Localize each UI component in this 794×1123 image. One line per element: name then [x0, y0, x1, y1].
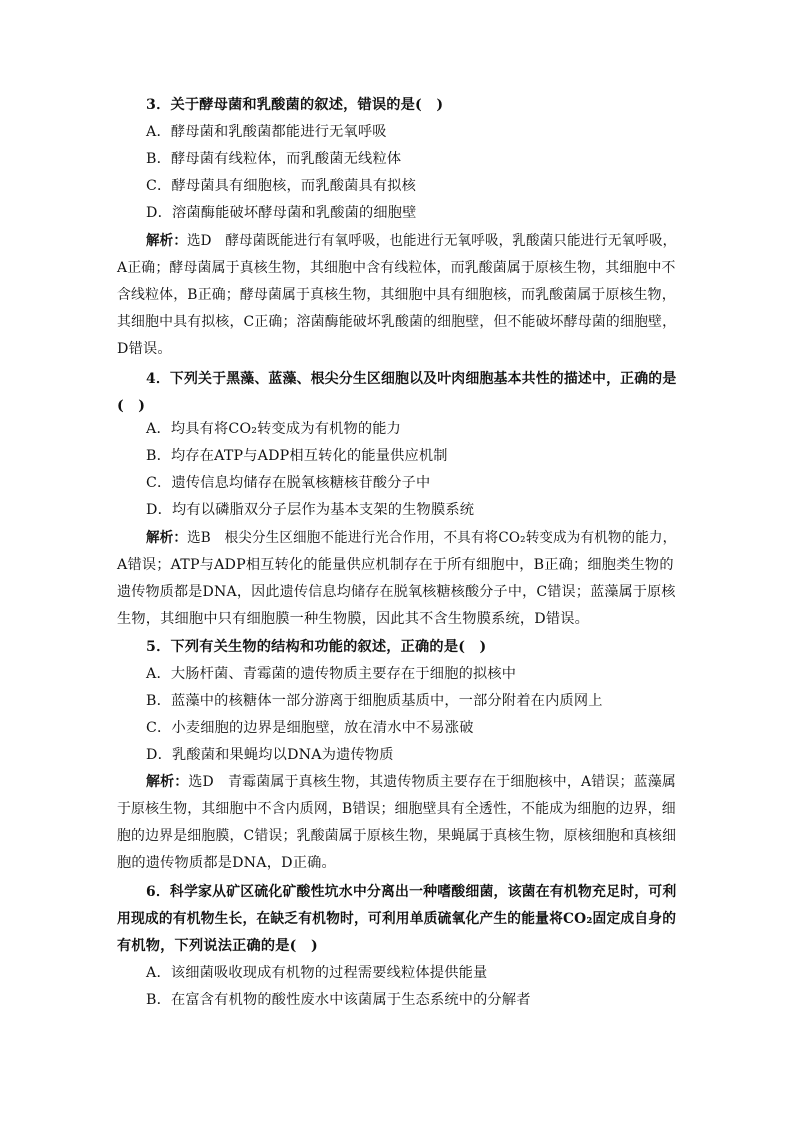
- question-4-analysis-line-1: [146, 529, 676, 547]
- question-3-option-a: A．酵母菌和乳酸菌都能进行无氧呼吸: [146, 124, 387, 140]
- question-3-analysis-line-2: A正确；酵母菌属于真核生物，其细胞中含有线粒体，而乳酸菌属于原核生物，其细胞中不: [117, 260, 676, 276]
- analysis-text: 选D 酵母菌既能进行有氧呼吸，也能进行无氧呼吸，乳酸菌只能进行无氧呼吸，: [187, 233, 677, 249]
- question-3-analysis-line-3: 含线粒体，B正确；酵母菌属于真核生物，其细胞中具有细胞核，而乳酸菌属于原核生物，: [117, 287, 676, 303]
- question-5-stem: 5．下列有关生物的结构和功能的叙述，正确的是( ): [146, 639, 487, 655]
- question-5-option-a: A．大肠杆菌、青霉菌的遗传物质主要存在于细胞的拟核中: [146, 666, 517, 682]
- question-4-option-a: A．均具有将CO₂转变成为有机物的能力: [146, 421, 402, 437]
- question-5-analysis-line-2: 于原核生物，其细胞中不含内质网，B错误；细胞壁具有全透性，不能成为细胞的边界，细: [117, 801, 676, 817]
- analysis-text: 选B 根尖分生区细胞不能进行光合作用，不具有将CO₂转变成为有机物的能力，: [187, 530, 677, 546]
- question-3-analysis-line-1: [146, 232, 676, 250]
- question-4-stem-line-1: 4．下列关于黑藻、蓝藻、根尖分生区细胞以及叶肉细胞基本共性的描述中，正确的是: [146, 371, 677, 387]
- question-4-option-c: C．遗传信息均储存在脱氧核糖核苷酸分子中: [146, 475, 431, 491]
- question-4-stem-line-2: ( ): [117, 398, 146, 414]
- analysis-text: 选D 青霉菌属于真核生物，其遗传物质主要存在于细胞核中，A错误；蓝藻属: [188, 774, 676, 790]
- question-4-option-b: B．均存在ATP与ADP相互转化的能量供应机制: [146, 448, 448, 464]
- analysis-label: 解析：: [146, 774, 189, 790]
- question-6-option-b: B．在富含有机物的酸性废水中该菌属于生态系统中的分解者: [146, 992, 531, 1008]
- question-4-analysis-line-2: A错误；ATP与ADP相互转化的能量供应机制存在于所有细胞中，B正确；细胞类生物的: [117, 557, 674, 573]
- question-4-option-d: D．均有以磷脂双分子层作为基本支架的生物膜系统: [146, 502, 475, 518]
- question-5-option-c: C．小麦细胞的边界是细胞壁，放在清水中不易涨破: [146, 720, 474, 736]
- question-3-analysis-line-5: D错误。: [117, 341, 172, 357]
- question-5-analysis-line-1: [146, 773, 676, 791]
- question-3-option-b: B．酵母菌有线粒体，而乳酸菌无线粒体: [146, 151, 402, 167]
- question-6-stem-line-1: 6．科学家从矿区硫化矿酸性坑水中分离出一种嗜酸细菌，该菌在有机物充足时，可利: [146, 884, 677, 900]
- analysis-label: 解析：: [146, 233, 188, 249]
- question-6-stem-line-3: 有机物，下列说法正确的是( ): [117, 938, 318, 954]
- question-5-option-b: B．蓝藻中的核糖体一部分游离于细胞质基质中，一部分附着在内质网上: [146, 693, 603, 709]
- question-6-option-a: A．该细菌吸收现成有机物的过程需要线粒体提供能量: [146, 965, 488, 981]
- question-3-analysis-line-4: 其细胞中具有拟核，C正确；溶菌酶能破坏乳酸菌的细胞壁，但不能破坏酵母菌的细胞壁，: [117, 314, 677, 330]
- question-3-option-c: C．酵母菌具有细胞核，而乳酸菌具有拟核: [146, 178, 417, 194]
- question-5-option-d: D．乳酸菌和果蝇均以DNA为遗传物质: [146, 747, 394, 763]
- question-4-analysis-line-3: 遗传物质都是DNA，因此遗传信息均储存在脱氧核糖核酸分子中，C错误；蓝藻属于原核: [117, 584, 676, 600]
- question-4-analysis-line-4: 生物，其细胞中只有细胞膜一种生物膜，因此其不含生物膜系统，D错误。: [117, 611, 589, 627]
- analysis-label: 解析：: [146, 530, 188, 546]
- question-3-stem: 3．关于酵母菌和乳酸菌的叙述，错误的是( ): [146, 97, 444, 113]
- question-3-option-d: D．溶菌酶能破坏酵母菌和乳酸菌的细胞壁: [146, 205, 417, 221]
- question-6-stem-line-2: 用现成的有机物生长，在缺乏有机物时，可利用单质硫氧化产生的能量将CO₂固定成自身的: [117, 911, 677, 927]
- question-5-analysis-line-4: 胞的遗传物质都是DNA，D正确。: [117, 855, 336, 871]
- question-5-analysis-line-3: 胞的边界是细胞膜，C错误；乳酸菌属于原核生物，果蝇属于真核生物，原核细胞和真核细: [117, 828, 677, 844]
